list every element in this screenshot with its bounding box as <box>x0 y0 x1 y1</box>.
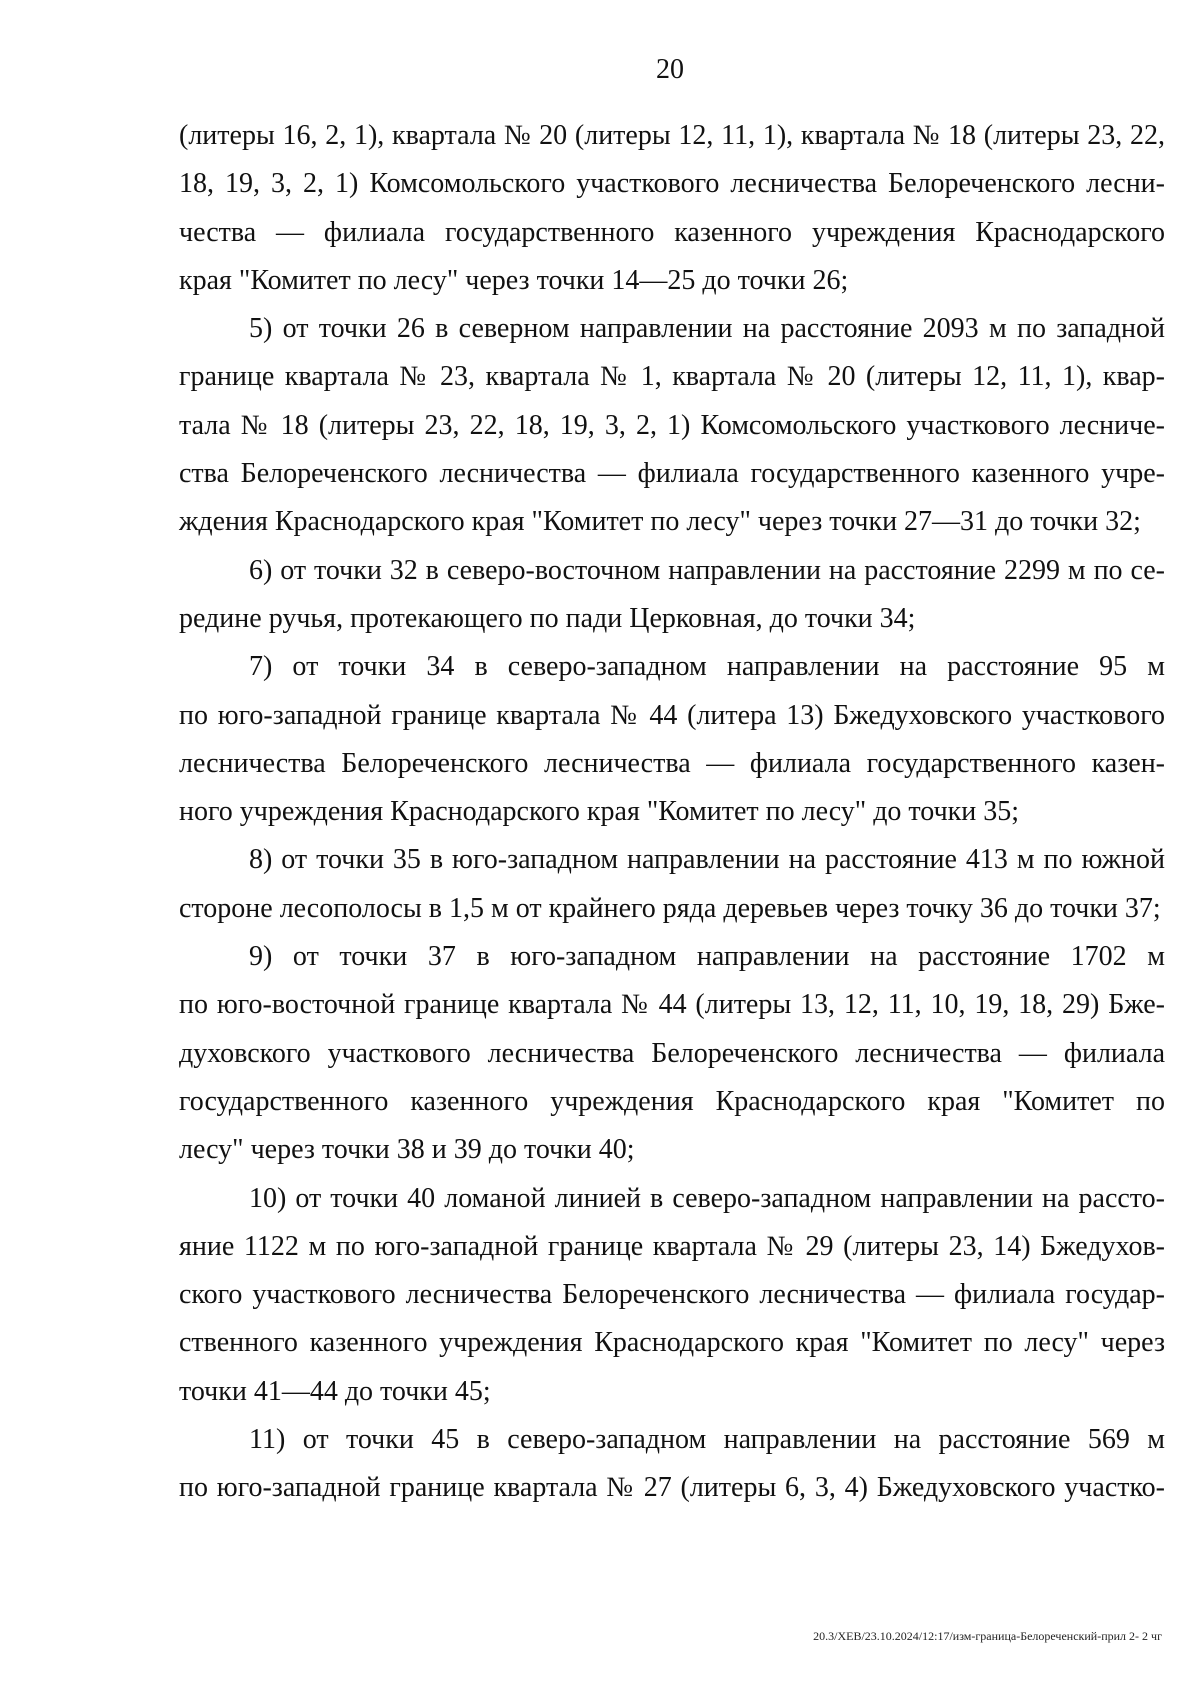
page-number: 20 <box>656 54 684 85</box>
text-line: ского участкового лесничества Белореченского лесничества — филиала государ- <box>179 1279 1165 1311</box>
text-line: ственного казенного учреждения Краснодарского края "Комитет по лесу" через <box>179 1327 1165 1359</box>
text-line: 11) от точки 45 в северо-западном направлении на расстояние 569 м <box>249 1424 1165 1456</box>
text-line: точки 41—44 до точки 45; <box>179 1375 491 1407</box>
text-line: 9) от точки 37 в юго-западном направлении на расстояние 1702 м <box>249 941 1165 973</box>
text-line: по юго-восточной границе квартала № 44 (литеры 13, 12, 11, 10, 19, 18, 29) Бже- <box>179 989 1165 1021</box>
text-line: по юго-западной границе квартала № 44 (литера 13) Бжедуховского участкового <box>179 699 1165 731</box>
text-line: лесничества Белореченского лесничества — филиала государственного казен- <box>179 747 1165 779</box>
text-line: 18, 19, 3, 2, 1) Комсомольского участкового лесничества Белореченского лесни- <box>179 168 1165 200</box>
text-line: 10) от точки 40 ломаной линией в северо-западном направлении на рассто- <box>249 1182 1165 1214</box>
text-line: государственного казенного учреждения Краснодарского края "Комитет по <box>179 1085 1165 1117</box>
text-line: края "Комитет по лесу" через точки 14—25 до точки 26; <box>179 264 849 296</box>
text-line: чества — филиала государственного казенного учреждения Краснодарского <box>179 216 1165 248</box>
text-line: 5) от точки 26 в северном направлении на расстояние 2093 м по западной <box>249 313 1165 345</box>
text-line: яние 1122 м по юго-западной границе квартала № 29 (литеры 23, 14) Бжедухов- <box>179 1230 1165 1262</box>
text-line: (литеры 16, 2, 1), квартала № 20 (литеры 12, 11, 1), квартала № 18 (литеры 23, 22, <box>179 120 1165 151</box>
text-line: ного учреждения Краснодарского края "Комитет по лесу" до точки 35; <box>179 796 1020 828</box>
document-footer-code: 20.3/ХЕВ/23.10.2024/12:17/изм-граница-Белореченский-прил 2- 2 чг <box>813 1629 1162 1643</box>
text-line: ства Белореченского лесничества — филиала государственного казенного учре- <box>179 458 1165 490</box>
text-line: ждения Краснодарского края "Комитет по лесу" через точки 27—31 до точки 32; <box>179 506 1141 538</box>
text-line: 8) от точки 35 в юго-западном направлении на расстояние 413 м по южной <box>249 844 1165 876</box>
text-line: духовского участкового лесничества Белореченского лесничества — филиала <box>179 1037 1165 1069</box>
document-body <box>179 112 1165 1513</box>
text-line: 6) от точки 32 в северо-восточном направлении на расстояние 2299 м по се- <box>249 554 1165 586</box>
text-line: 7) от точки 34 в северо-западном направлении на расстояние 95 м <box>249 651 1165 683</box>
text-line: редине ручья, протекающего по пади Церковная, до точки 34; <box>179 602 916 634</box>
text-line: по юго-западной границе квартала № 27 (литеры 6, 3, 4) Бжедуховского участко- <box>179 1472 1165 1504</box>
text-line: тала № 18 (литеры 23, 22, 18, 19, 3, 2, 1) Комсомольского участкового лесниче- <box>179 409 1165 441</box>
text-line: лесу" через точки 38 и 39 до точки 40; <box>179 1134 635 1166</box>
text-line: границе квартала № 23, квартала № 1, квартала № 20 (литеры 12, 11, 1), квар- <box>179 361 1165 393</box>
text-line: стороне лесополосы в 1,5 м от крайнего ряда деревьев через точку 36 до точки 37; <box>179 892 1161 924</box>
